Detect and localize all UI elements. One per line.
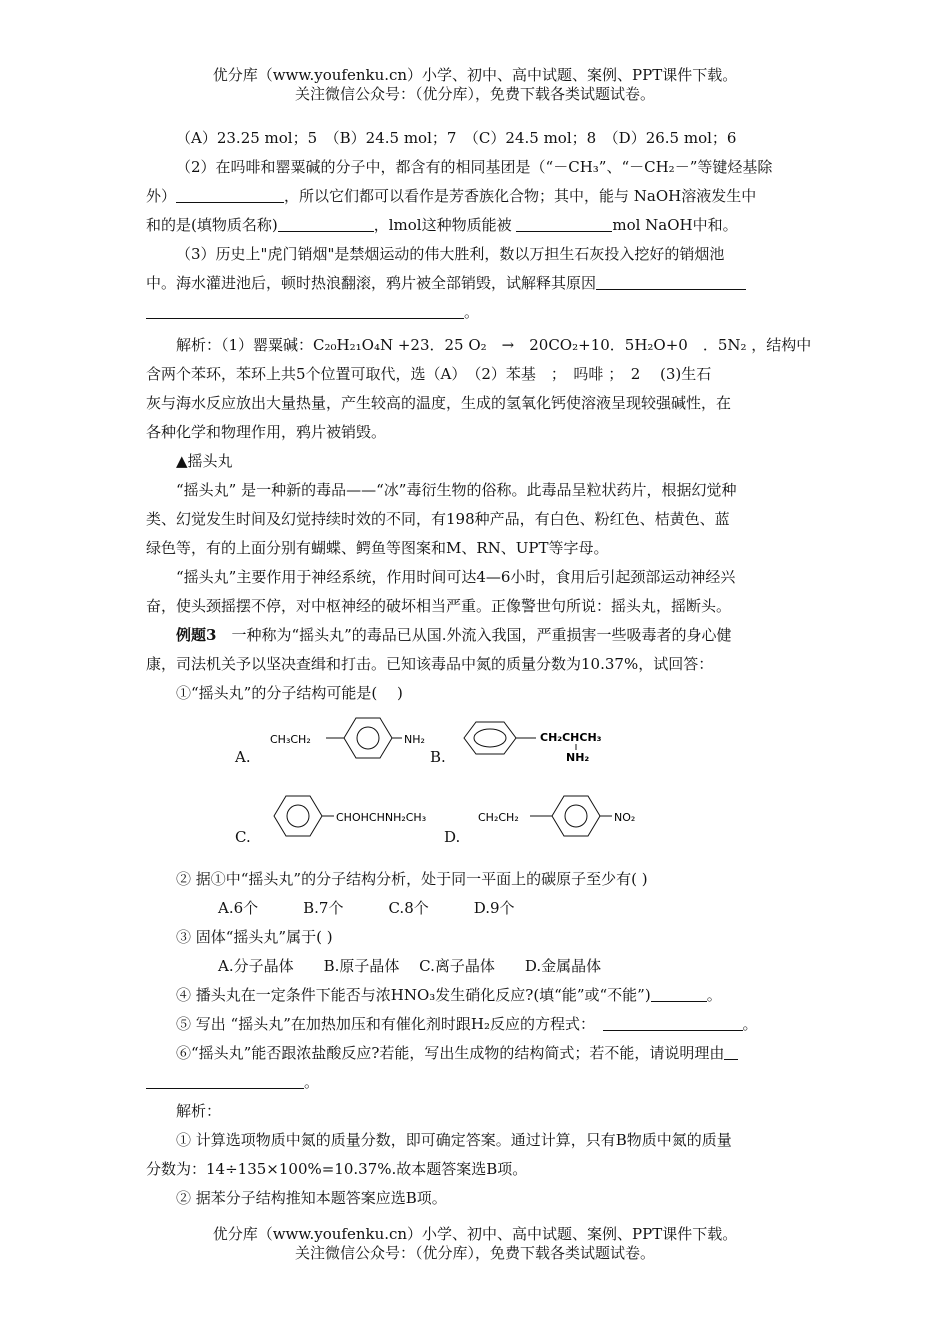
example-line-2: 康，司法机关予以坚决查缉和打击。已知该毒品中氮的质量分数为10.37%，试回答： (146, 655, 714, 673)
question-6-line-2 (146, 1072, 319, 1092)
analysis2-line-3: ② 据苯分子结构推知本题答案应选B项。 (176, 1189, 447, 1207)
structure-d-left-text: CH₂CH₂ (478, 811, 519, 824)
question-5-text: ⑤ 写出 “摇头丸”在加热加压和有催化剂时跟H₂反应的方程式： (176, 1015, 588, 1033)
question-4-text: ④ 播头丸在一定条件下能否与浓HNO₃发生硝化反应?(填“能”或“不能”) (176, 986, 651, 1004)
structure-a-left-text: CH₃CH₂ (270, 733, 311, 746)
page-footer (0, 1225, 950, 1263)
question-6 (176, 1043, 738, 1063)
footer-line-2: 关注微信公众号：（优分库），免费下载各类试题试卷。 (294, 1244, 655, 1262)
q2-line-1: （2）在吗啡和罂粟碱的分子中，都含有的相同基团是（“－CH₃”、“－CH₂－”等键烃基除 (176, 158, 773, 176)
question-5 (176, 1014, 758, 1034)
q3-line-2-text: 中。海水灌进池后，顿时热浪翻滚，鸦片被全部销毁，试解释其原因 (146, 274, 597, 292)
example-q1: ①“摇头丸”的分子结构可能是( ) (176, 684, 403, 702)
structure-d-label: D. (444, 828, 461, 846)
structure-a-right-text: NH₂ (404, 733, 425, 746)
question-2: ② 据①中“摇头丸”的分子结构分析，处于同一平面上的碳原子至少有( ) (176, 870, 648, 888)
section-title: ▲摇头丸 (176, 452, 233, 470)
analysis2-line-1: ① 计算选项物质中氮的质量分数，即可确定答案。通过计算，只有B物质中氮的质量 (176, 1131, 732, 1149)
intro-p1-line-3: 绿色等，有的上面分别有蝴蝶、鳄鱼等图案和M、RN、UPT等字母。 (146, 539, 609, 557)
q3-line-2 (146, 273, 746, 293)
footer-line-1: 优分库（www.youfenku.cn）小学、初中、高中试题、案例、PPT课件下载。 (212, 1225, 738, 1243)
structure-a-label: A. (235, 748, 251, 766)
structure-d-right-text: NO₂ (614, 811, 636, 824)
answer-blank[interactable] (603, 1016, 743, 1031)
intro-p1-line-2: 类、幻觉发生时间及幻觉持续时效的不同，有198种产品，有白色、粉红色、桔黄色、蓝 (146, 510, 730, 528)
structure-b-label: B. (430, 748, 446, 766)
structure-c (268, 790, 461, 846)
answer-blank[interactable] (651, 987, 707, 1002)
question-4 (176, 985, 722, 1005)
answer-blank[interactable] (278, 217, 374, 232)
intro-p2-line-2: 奋，使头颈摇摆不停，对中枢神经的破坏相当严重。正像警世句所说：摇头丸，摇断头。 (146, 597, 732, 615)
answer-blank[interactable] (146, 1074, 304, 1089)
q3-line-1: （3）历史上"虎门销烟"是禁烟运动的伟大胜利，数以万担生石灰投入挖好的销烟池 (176, 245, 725, 263)
q2-line-3b: ，lmol这种物质能被 (373, 216, 517, 234)
question-2-options: A.6个 B.7个 C.8个 D.9个 (218, 899, 515, 917)
page-header (0, 66, 950, 104)
q1-options: （A）23.25 mol；5 （B）24.5 mol；7 （C）24.5 mol；8 （D）26.5 mol；6 (176, 129, 737, 147)
question-3: ③ 固体“摇头丸”属于( ) (176, 928, 333, 946)
header-line-1: 优分库（www.youfenku.cn）小学、初中、高中试题、案例、PPT课件下载。 (212, 66, 738, 84)
structure-c-label: C. (235, 828, 251, 846)
structure-a (268, 712, 438, 768)
example-text: 一种称为“摇头丸”的毒品已从国.外流入我国，严重损害一些吸毒者的身心健 (231, 626, 732, 644)
analysis2-title: 解析： (176, 1102, 222, 1120)
q2-line-3c: mol NaOH中和。 (612, 216, 738, 234)
example-label: 例题3 (176, 626, 217, 644)
question-6-text: ⑥“摇头丸”能否跟浓盐酸反应?若能，写出生成物的结构简式；若不能，请说明理由 (176, 1044, 725, 1062)
q2-line-3 (146, 215, 738, 235)
analysis1-line-2: 含两个苯环，苯环上共5个位置可取代，选（A） （2）苯基 ； 吗啡 ； 2 (3)生石 (146, 365, 712, 383)
answer-blank[interactable] (146, 304, 464, 319)
example-line-1 (176, 625, 732, 645)
q2-line-3a: 和的是(填物质名称) (146, 216, 278, 234)
question-6-end: 。 (304, 1073, 320, 1091)
answer-blank[interactable] (176, 188, 284, 203)
analysis1-line-4: 各种化学和物理作用，鸦片被销毁。 (146, 423, 387, 441)
question-4-end: 。 (706, 986, 722, 1004)
header-line-2: 关注微信公众号：（优分库），免费下载各类试题试卷。 (294, 85, 655, 103)
question-5-end: 。 (742, 1015, 758, 1033)
q2-line-2a: 外） (146, 187, 177, 205)
answer-blank[interactable] (516, 217, 612, 232)
structure-c-right-text: CHOHCHNH₂CH₃ (336, 811, 427, 824)
q3-line-3-end: 。 (464, 303, 480, 321)
analysis1-line-3: 灰与海水反应放出大量热量，产生较高的温度，生成的氢氧化钙使溶液呈现较强碱性，在 (146, 394, 732, 412)
question-3-options: A.分子晶体 B.原子晶体 C.离子晶体 D.金属晶体 (218, 957, 602, 975)
q3-line-3 (146, 302, 479, 322)
structure-b (458, 712, 638, 768)
analysis2-line-2: 分数为：14÷135×100%=10.37%.故本题答案选B项。 (146, 1160, 528, 1178)
structure-b-bottom-text: NH₂ (566, 751, 590, 764)
analysis1-line-1: 解析：（1）罂粟碱：C₂₀H₂₁O₄N +23．25 O₂ → 20CO₂+10．5H₂O+0 ．5N₂ ，结构中 (176, 336, 812, 354)
q2-line-2b: ，所以它们都可以看作是芳香族化合物；其中，能与 NaOH溶液发生中 (284, 187, 757, 205)
answer-blank[interactable] (724, 1045, 738, 1060)
structure-d (476, 790, 656, 846)
intro-p2-line-1: “摇头丸”主要作用于神经系统，作用时间可达4—6小时，食用后引起颈部运动神经兴 (176, 568, 736, 586)
intro-p1-line-1: “摇头丸” 是一种新的毒品——“冰”毒衍生物的俗称。此毒品呈粒状药片，根据幻觉种 (176, 481, 737, 499)
answer-blank[interactable] (596, 275, 746, 290)
structure-b-top-text: CH₂CHCH₃ (540, 731, 602, 744)
q2-line-2 (146, 186, 756, 206)
